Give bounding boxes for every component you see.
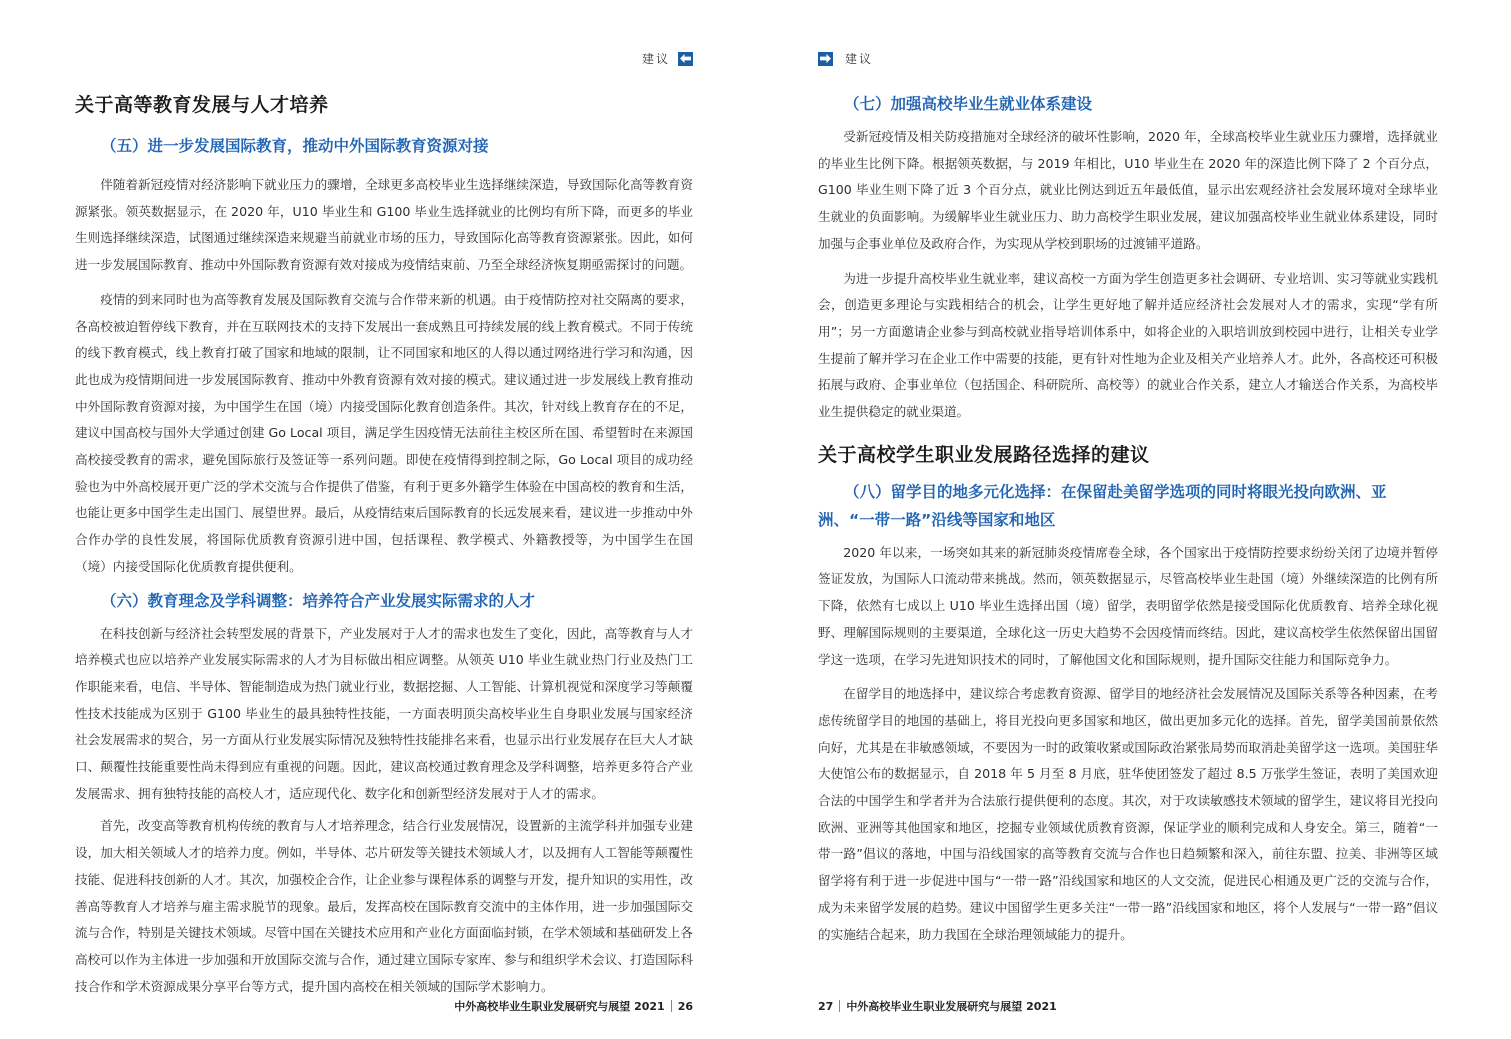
paragraph: 首先，改变高等教育机构传统的教育与人才培养理念，结合行业发展情况，设置新的主流学科并加强专业建设，加大相关领域人才的培养力度。例如，半导体、芯片研发等关键技术领域人才，以及拥有人工智能等颠覆性技能、促进科技创新的人才。其次，加强校企合作，让企业参与课程体系的调整与开发，提升知识的实用性，改善高等教育人才培养与雇主需求脱节的现象。最后，发挥高校在国际教育交流中的主体作用，进一步加强国际交流与合作，特别是关键技术领域。尽管中国在关键技术应用和产业化方面面临封锁，在学术领域和基础研发上各高校可以作为主体进一步加强和开放国际交流与合作，通过建立国际专家库、参与和组织学术会议、打造国际科技合作和学术资源成果分享平台等方式，提升国内高校在相关领域的国际学术影响力。 <box>75 818 693 994</box>
left-content <box>75 88 693 1000</box>
paragraph: 2020 年以来，一场突如其来的新冠肺炎疫情席卷全球，各个国家出于疫情防控要求纷纷关闭了边境并暂停签证发放，为国际人口流动带来挑战。然而，领英数据显示，尽管高校毕业生赴国（境）外继续深造的比例有所下降，依然有七成以上 U10 毕业生选择出国（境）留学，表明留学依然是接受国际化优质教育、培养全球化视野、理解国际规则的主要渠道，全球化这一历史大趋势不会因疫情而终结。因此，建议高校学生依然保留出国留学这一选项，在学习先进知识技术的同时，了解他国文化和国际规则，提升国际交往能力和国际竞争力。 <box>818 544 1438 667</box>
paragraph: 疫情的到来同时也为高等教育发展及国际教育交流与合作带来新的机遇。由于疫情防控对社交隔离的要求，各高校被迫暂停线下教育，并在互联网技术的支持下发展出一套成熟且可持续发展的线上教育模式。不同于传统的线下教育模式，线上教育打破了国家和地域的限制，让不同国家和地区的人得以通过网络进行学习和沟通，因此也成为疫情期间进一步发展国际教育、推动中外教育资源有效对接的模式。建议通过进一步发展线上教育推动中外国际教育资源对接，为中国学生在国（境）内接受国际化教育创造条件。其次，针对线上教育存在的不足，建议中国高校与国外大学通过创建 Go Local 项目，满足学生因疫情无法前往主校区所在国、希望暂时在来源国高校接受教育的需求，避免国际旅行及签证等一系列问题。即使在疫情得到控制之际，Go Local 项目的成功经验也为中外高校展开更广泛的学术交流与合作提供了借鉴，有利于更多外籍学生体验在中国高校的教育和生活，也能让更多中国学生走出国门、展望世界。最后，从疫情结束后国际教育的长远发展来看，建议进一步推动中外合作办学的良性发展，将国际优质教育资源引进中国，包括课程、教学模式、外籍教授等，为中国学生在国（境）内接受国际化优质教育提供便利。 <box>75 291 693 574</box>
subsection-title-5: （五）进一步发展国际教育，推动中外国际教育资源对接 <box>101 137 489 155</box>
footer-title: 中外高校毕业生职业发展研究与展望 2021 <box>846 1000 1057 1013</box>
page-footer <box>454 998 693 1014</box>
page-number: 27 <box>818 999 834 1013</box>
subsection-title-6: （六）教育理念及学科调整：培养符合产业发展实际需求的人才 <box>101 591 536 610</box>
subsection-title-7: （七）加强高校毕业生就业体系建设 <box>844 95 1093 113</box>
right-content <box>818 88 1438 948</box>
paragraph: 为进一步提升高校毕业生就业率，建议高校一方面为学生创造更多社会调研、专业培训、实习等就业实践机会，创造更多理论与实践相结合的机会，让学生更好地了解并适应经济社会发展对人才的需求，实现“学有所用”；另一方面邀请企业参与到高校就业指导培训体系中，如将企业的入职培训放到校园中进行，让相关专业学生提前了解并学习在企业工作中需要的技能，更有针对性地为企业及相关产业培养人才。此外，各高校还可积极拓展与政府、企事业单位（包括国企、科研院所、高校等）的就业合作关系，建立人才输送合作关系，为高校毕业生提供稳定的就业渠道。 <box>818 270 1438 420</box>
left-page <box>0 0 755 1039</box>
right-page <box>756 0 1511 1039</box>
paragraph: 在留学目的地选择中，建议综合考虑教育资源、留学目的地经济社会发展情况及国际关系等各种因素，在考虑传统留学目的地国的基础上，将目光投向更多国家和地区，做出更加多元化的选择。首先，留学美国前景依然向好，尤其是在非敏感领域，不要因为一时的政策收紧或国际政治紧张局势而取消赴美留学这一选项。美国驻华大使馆公布的数据显示，自 2018 年 5 月至 8 月底，驻华使团签发了超过 8.5 万张学生签证，表明了美国欢迎合法的中国学生和学者并为合法旅行提供便利的态度。其次，对于攻读敏感技术领域的留学生，建议将目光投向欧洲、亚洲等其他国家和地区，挖掘专业领域优质教育资源，保证学业的顺利完成和人身安全。第三，随着“一带一路”倡议的落地，中国与沿线国家的高等教育交流与合作也日趋频繁和深入，前往东盟、拉美、非洲等区域留学将有利于进一步促进中国与“一带一路”沿线国家和地区的人文交流，促进民心相通及更广泛的交流与合作，成为未来留学发展的趋势。建议中国留学生更多关注“一带一路”沿线国家和地区，将个人发展与“一带一路”倡议的实施结合起来，助力我国在全球治理领域能力的提升。 <box>818 686 1438 942</box>
paragraph: 伴随着新冠疫情对经济影响下就业压力的骤增，全球更多高校毕业生选择继续深造，导致国际化高等教育资源紧张。领英数据显示，在 2020 年，U10 毕业生和 G100 毕业生选择就业的比例均有所下降，而更多的毕业生则选择继续深造，试图通过继续深造来规避当前就业市场的压力，导致国际化高等教育资源紧张。因此，如何进一步发展国际教育、推动中外国际教育资源有效对接成为疫情结束前、乃至全球经济恢复期亟需探讨的问题。 <box>75 177 693 273</box>
section-title: 关于高等教育发展与人才培养 <box>75 94 329 116</box>
footer-divider <box>671 1000 672 1012</box>
page-footer <box>818 998 1057 1014</box>
paragraph: 在科技创新与经济社会转型发展的背景下，产业发展对于人才的需求也发生了变化，因此，高等教育与人才培养模式也应以培养产业发展实际需求的人才为目标做出相应调整。从领英 U10 毕业生就业热门行业及热门工作职能来看，电信、半导体、智能制造成为热门就业行业，数据挖掘、人工智能、计算机视觉和深度学习等颠覆性技术技能成为区别于 G100 毕业生的最具独特性技能，一方面表明顶尖高校毕业生自身职业发展与国家经济社会发展需求的契合，另一方面从行业发展实际情况及独特性技能排名来看，也显示出行业发展存在巨大人才缺口、颠覆性技能重要性尚未得到应有重视的问题。因此，建议高校通过教育理念及学科调整，培养更多符合产业发展需求、拥有独特技能的高校人才，适应现代化、数字化和创新型经济发展对于人才的需求。 <box>75 625 693 801</box>
running-head <box>642 50 693 67</box>
paragraph: 受新冠疫情及相关防疫措施对全球经济的破坏性影响，2020 年，全球高校毕业生就业压力骤增，选择就业的毕业生比例下降。根据领英数据，与 2019 年相比，U10 毕业生在 2020 年的深造比例下降了 2 个百分点，G100 毕业生则下降了近 3 个百分点，就业比例达到近五年最低值，显示出宏观经济社会发展环境对全球毕业生就业的负面影响。为缓解毕业生就业压力、助力高校学生职业发展，建议加强高校毕业生就业体系建设，同时加强与企事业单位及政府合作，为实现从学校到职场的过渡铺平道路。 <box>818 129 1438 251</box>
arrow-left-icon <box>678 52 693 66</box>
page-number: 26 <box>677 999 693 1013</box>
running-head-label: 建议 <box>641 52 670 66</box>
running-head <box>818 50 873 67</box>
running-head-label: 建议 <box>845 52 874 66</box>
subsection-title-8: （八）留学目的地多元化选择：在保留赴美留学选项的同时将眼光投向欧洲、亚洲、“一带一路”沿线等国家和地区 <box>818 482 1387 529</box>
section-title: 关于高校学生职业发展路径选择的建议 <box>818 443 1150 466</box>
footer-title: 中外高校毕业生职业发展研究与展望 2021 <box>454 1000 665 1013</box>
arrow-right-icon <box>818 52 833 66</box>
footer-divider <box>839 1000 840 1012</box>
